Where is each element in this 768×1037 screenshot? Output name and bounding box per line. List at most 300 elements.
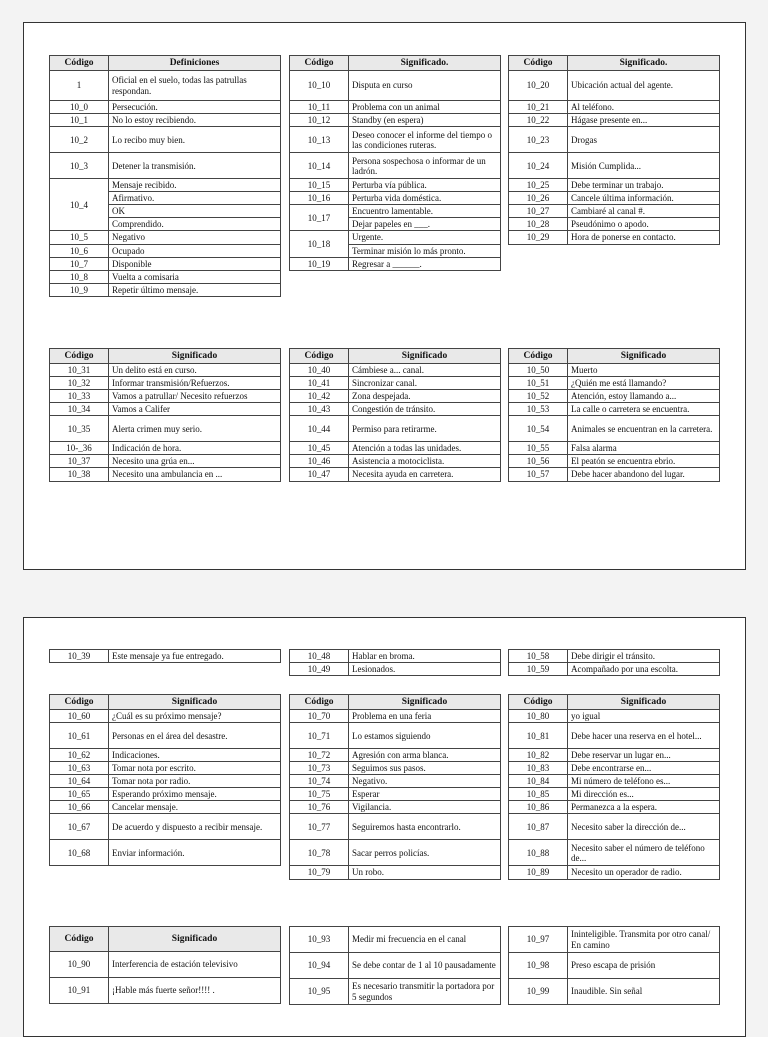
table-row	[509, 71, 720, 101]
table-row	[509, 364, 720, 377]
table-row	[50, 455, 281, 468]
table-row	[509, 979, 720, 1005]
code-cell: 10_97	[509, 927, 568, 953]
column-header-meaning: Significado	[349, 695, 501, 710]
table-row	[290, 723, 501, 749]
code-cell: 10_3	[50, 153, 109, 179]
meaning-cell: Problema en una feria	[349, 710, 501, 723]
code-cell: 10_91	[50, 978, 109, 1004]
meaning-cell: Problema con un animal	[349, 101, 501, 114]
table-row	[50, 710, 281, 723]
table-row	[290, 179, 501, 192]
meaning-cell: Acompañado por una escolta.	[568, 663, 720, 676]
meaning-cell: El peatón se encuentra ebrio.	[568, 455, 720, 468]
meaning-cell: Afirmativo.	[109, 192, 281, 205]
table-row	[509, 468, 720, 481]
code-cell: 10_16	[290, 192, 349, 205]
code-table	[508, 926, 720, 1005]
code-cell: 10_54	[509, 416, 568, 442]
table-row	[50, 179, 281, 192]
code-cell: 10_14	[290, 153, 349, 179]
table-row	[509, 127, 720, 153]
code-cell: 10_6	[50, 244, 109, 257]
meaning-cell: Dejar papeles en ___.	[349, 218, 501, 231]
table-row	[290, 927, 501, 953]
table-row	[290, 205, 501, 218]
code-cell: 10_1	[50, 114, 109, 127]
code-table	[508, 55, 720, 245]
meaning-cell: Tomar nota por radio.	[109, 775, 281, 788]
meaning-cell: Muerto	[568, 364, 720, 377]
meaning-cell: Negativo.	[349, 775, 501, 788]
code-cell: 10_20	[509, 71, 568, 101]
meaning-cell: Misión Cumplida...	[568, 153, 720, 179]
table-row	[509, 416, 720, 442]
column-header-code: Código	[50, 927, 109, 952]
table-row	[290, 153, 501, 179]
table-row	[50, 244, 281, 257]
meaning-cell: Persona sospechosa o informar de un ladrón.	[349, 153, 501, 179]
table-row	[509, 205, 720, 218]
table-row	[290, 364, 501, 377]
meaning-cell: Esperando próximo mensaje.	[109, 788, 281, 801]
meaning-cell: Lesionados.	[349, 663, 501, 676]
meaning-cell: Se debe contar de 1 al 10 pausadamente	[349, 953, 501, 979]
table-row	[290, 468, 501, 481]
table-row	[50, 978, 281, 1004]
document-page-2	[23, 617, 746, 1037]
meaning-cell: Indicación de hora.	[109, 442, 281, 455]
table-row	[509, 801, 720, 814]
column-header-code: Código	[509, 56, 568, 71]
table-header-row	[509, 349, 720, 364]
meaning-cell: Disputa en curso	[349, 71, 501, 101]
meaning-cell: Hágase presente en...	[568, 114, 720, 127]
table-row	[290, 101, 501, 114]
meaning-cell: Cancele última información.	[568, 192, 720, 205]
meaning-cell: Mi número de teléfono es...	[568, 775, 720, 788]
code-cell: 10_73	[290, 762, 349, 775]
meaning-cell: Informar transmisión/Refuerzos.	[109, 377, 281, 390]
table-row	[50, 270, 281, 283]
code-cell: 10_60	[50, 710, 109, 723]
table-row	[50, 788, 281, 801]
code-cell: 10_45	[290, 442, 349, 455]
table-row	[509, 442, 720, 455]
code-cell: 10_70	[290, 710, 349, 723]
meaning-cell: Agresión con arma blanca.	[349, 749, 501, 762]
column-header-meaning: Significado	[109, 695, 281, 710]
code-cell: 10_66	[50, 801, 109, 814]
table-row	[50, 775, 281, 788]
table-header-row	[509, 695, 720, 710]
table-row	[290, 710, 501, 723]
table-row	[50, 377, 281, 390]
code-cell: 10_32	[50, 377, 109, 390]
meaning-cell: Mi dirección es...	[568, 788, 720, 801]
meaning-cell: Hora de ponerse en contacto.	[568, 231, 720, 244]
column-header-meaning: Definiciones	[109, 56, 281, 71]
meaning-cell: No lo estoy recibiendo.	[109, 114, 281, 127]
table-row	[290, 390, 501, 403]
meaning-cell: Drogas	[568, 127, 720, 153]
code-cell: 10_99	[509, 979, 568, 1005]
code-table	[49, 348, 281, 482]
code-cell: 10_83	[509, 762, 568, 775]
meaning-cell: Repetir último mensaje.	[109, 283, 281, 296]
table-row	[509, 179, 720, 192]
column-header-meaning: Significado	[568, 695, 720, 710]
table-row	[290, 953, 501, 979]
meaning-cell: La calle o carretera se encuentra.	[568, 403, 720, 416]
meaning-cell: ¿Quién me está llamando?	[568, 377, 720, 390]
meaning-cell: Permiso para retirarme.	[349, 416, 501, 442]
code-cell: 10_40	[290, 364, 349, 377]
code-cell: 10_77	[290, 814, 349, 840]
table-row	[509, 953, 720, 979]
code-cell: 10_89	[509, 866, 568, 879]
code-cell: 10_29	[509, 231, 568, 244]
meaning-cell: Necesito un operador de radio.	[568, 866, 720, 879]
meaning-cell: Un delito está en curso.	[109, 364, 281, 377]
table-header-row	[50, 56, 281, 71]
table-row	[509, 390, 720, 403]
table-row	[290, 814, 501, 840]
code-cell: 10_50	[509, 364, 568, 377]
table-row	[509, 814, 720, 840]
table-row	[509, 218, 720, 231]
code-cell: 10_39	[50, 650, 109, 663]
table-row	[290, 377, 501, 390]
code-cell: 10_44	[290, 416, 349, 442]
meaning-cell: Animales se encuentran en la carretera.	[568, 416, 720, 442]
code-cell: 10_93	[290, 927, 349, 953]
code-cell: 10_51	[509, 377, 568, 390]
document-page-1	[23, 22, 746, 570]
table-row	[509, 775, 720, 788]
code-cell: 10_94	[290, 953, 349, 979]
code-cell: 10_37	[50, 455, 109, 468]
code-cell: 10_24	[509, 153, 568, 179]
code-cell: 10_71	[290, 723, 349, 749]
meaning-cell: Lo estamos siguiendo	[349, 723, 501, 749]
code-cell: 10_58	[509, 650, 568, 663]
table-row	[290, 801, 501, 814]
code-cell: 10_28	[509, 218, 568, 231]
code-cell: 10_55	[509, 442, 568, 455]
code-cell: 10_4	[50, 179, 109, 231]
meaning-cell: ¡Hable más fuerte señor!!!! .	[109, 978, 281, 1004]
code-cell: 10_7	[50, 257, 109, 270]
meaning-cell: Indicaciones.	[109, 749, 281, 762]
column-header-code: Código	[290, 56, 349, 71]
table-row	[509, 663, 720, 676]
code-cell: 10_0	[50, 101, 109, 114]
meaning-cell: Cambiaré al canal #.	[568, 205, 720, 218]
code-table	[49, 926, 281, 1004]
column-header-meaning: Significado	[349, 349, 501, 364]
meaning-cell: Perturba vía pública.	[349, 179, 501, 192]
table-row	[50, 114, 281, 127]
code-table	[508, 649, 720, 676]
code-cell: 10_5	[50, 231, 109, 244]
table-row	[290, 775, 501, 788]
meaning-cell: Vamos a patrullar/ Necesito refuerzos	[109, 390, 281, 403]
code-cell: 10_33	[50, 390, 109, 403]
code-cell: 10_62	[50, 749, 109, 762]
code-table	[49, 649, 281, 663]
meaning-cell: Lo recibo muy bien.	[109, 127, 281, 153]
code-cell: 10_42	[290, 390, 349, 403]
meaning-cell: Es necesario transmitir la portadora por 5 segundos	[349, 979, 501, 1005]
table-row	[50, 153, 281, 179]
table-row	[290, 127, 501, 153]
column-header-code: Código	[50, 349, 109, 364]
table-row	[50, 127, 281, 153]
meaning-cell: Necesito saber el número de teléfono de...	[568, 840, 720, 866]
table-header-row	[290, 349, 501, 364]
table-row	[509, 927, 720, 953]
table-row	[50, 257, 281, 270]
meaning-cell: Detener la transmisión.	[109, 153, 281, 179]
meaning-cell: Debe hacer abandono del lugar.	[568, 468, 720, 481]
table-row	[50, 762, 281, 775]
table-row	[509, 192, 720, 205]
code-cell: 10_95	[290, 979, 349, 1005]
meaning-cell: Asistencia a motociclista.	[349, 455, 501, 468]
meaning-cell: Mensaje recibido.	[109, 179, 281, 192]
meaning-cell: Vamos a Califer	[109, 403, 281, 416]
meaning-cell: Disponible	[109, 257, 281, 270]
meaning-cell: Permanezca a la espera.	[568, 801, 720, 814]
code-cell: 10_35	[50, 416, 109, 442]
meaning-cell: Un robo.	[349, 866, 501, 879]
code-cell: 10_90	[50, 952, 109, 978]
table-row	[509, 153, 720, 179]
table-row	[509, 866, 720, 879]
code-cell: 10_19	[290, 257, 349, 270]
table-row	[50, 71, 281, 101]
table-row	[290, 403, 501, 416]
code-cell: 10_80	[509, 710, 568, 723]
meaning-cell: Persecución.	[109, 101, 281, 114]
column-header-code: Código	[509, 349, 568, 364]
code-table	[289, 348, 501, 482]
meaning-cell: Falsa alarma	[568, 442, 720, 455]
meaning-cell: Ubicación actual del agente.	[568, 71, 720, 101]
table-row	[290, 762, 501, 775]
table-row	[50, 650, 281, 663]
code-cell: 10_49	[290, 663, 349, 676]
code-cell: 10_11	[290, 101, 349, 114]
meaning-cell: Vuelta a comisaria	[109, 270, 281, 283]
meaning-cell: Cámbiese a... canal.	[349, 364, 501, 377]
meaning-cell: Tomar nota por escrito.	[109, 762, 281, 775]
code-cell: 10-_36	[50, 442, 109, 455]
code-cell: 10_81	[509, 723, 568, 749]
code-table	[289, 694, 501, 880]
code-cell: 10_47	[290, 468, 349, 481]
meaning-cell: Perturba vida doméstica.	[349, 192, 501, 205]
code-cell: 10_74	[290, 775, 349, 788]
code-table	[49, 694, 281, 866]
table-row	[509, 455, 720, 468]
table-row	[509, 749, 720, 762]
meaning-cell: Debe dirigir el tránsito.	[568, 650, 720, 663]
code-table	[289, 926, 501, 1005]
meaning-cell: Ocupado	[109, 244, 281, 257]
table-header-row	[50, 695, 281, 710]
code-cell: 10_57	[509, 468, 568, 481]
meaning-cell: Regresar a ______.	[349, 257, 501, 270]
column-header-meaning: Significado	[568, 349, 720, 364]
code-cell: 10_2	[50, 127, 109, 153]
table-row	[50, 231, 281, 244]
code-cell: 10_12	[290, 114, 349, 127]
meaning-cell: Cancelar mensaje.	[109, 801, 281, 814]
meaning-cell: Personas en el área del desastre.	[109, 723, 281, 749]
meaning-cell: Comprendido.	[109, 218, 281, 231]
table-row	[290, 114, 501, 127]
table-header-row	[509, 56, 720, 71]
table-row	[50, 723, 281, 749]
code-cell: 10_63	[50, 762, 109, 775]
code-cell: 10_15	[290, 179, 349, 192]
table-row	[509, 762, 720, 775]
table-row	[50, 442, 281, 455]
table-row	[50, 364, 281, 377]
meaning-cell: Pseudónimo o apodo.	[568, 218, 720, 231]
column-header-code: Código	[509, 695, 568, 710]
column-header-code: Código	[50, 695, 109, 710]
meaning-cell: yo igual	[568, 710, 720, 723]
code-cell: 10_31	[50, 364, 109, 377]
meaning-cell: Atención, estoy llamando a...	[568, 390, 720, 403]
meaning-cell: Terminar misión lo más pronto.	[349, 244, 501, 257]
meaning-cell: Al teléfono.	[568, 101, 720, 114]
table-header-row	[290, 56, 501, 71]
code-cell: 10_72	[290, 749, 349, 762]
code-cell: 10_52	[509, 390, 568, 403]
table-row	[50, 749, 281, 762]
meaning-cell: Debe terminar un trabajo.	[568, 179, 720, 192]
meaning-cell: Necesita ayuda en carretera.	[349, 468, 501, 481]
code-cell: 10_88	[509, 840, 568, 866]
meaning-cell: Medir mi frecuencia en el canal	[349, 927, 501, 953]
code-cell: 10_82	[509, 749, 568, 762]
table-row	[290, 979, 501, 1005]
table-row	[50, 801, 281, 814]
table-row	[509, 114, 720, 127]
code-cell: 10_53	[509, 403, 568, 416]
meaning-cell: De acuerdo y dispuesto a recibir mensaje.	[109, 814, 281, 840]
meaning-cell: Alerta crimen muy serio.	[109, 416, 281, 442]
table-row	[509, 710, 720, 723]
meaning-cell: Inaudible. Sin señal	[568, 979, 720, 1005]
table-row	[50, 468, 281, 481]
table-row	[509, 840, 720, 866]
code-cell: 10_18	[290, 231, 349, 257]
table-row	[290, 663, 501, 676]
meaning-cell: Necesito una grúa en...	[109, 455, 281, 468]
code-cell: 10_98	[509, 953, 568, 979]
code-cell: 10_79	[290, 866, 349, 879]
table-row	[290, 192, 501, 205]
meaning-cell: Ininteligible. Transmita por otro canal/ En camino	[568, 927, 720, 953]
meaning-cell: Interferencia de estación televisivo	[109, 952, 281, 978]
code-cell: 10_59	[509, 663, 568, 676]
code-table	[49, 55, 281, 297]
code-cell: 10_86	[509, 801, 568, 814]
code-cell: 10_76	[290, 801, 349, 814]
code-cell: 10_61	[50, 723, 109, 749]
code-cell: 10_25	[509, 179, 568, 192]
table-row	[290, 866, 501, 879]
table-row	[290, 749, 501, 762]
meaning-cell: Enviar información.	[109, 840, 281, 866]
code-cell: 10_8	[50, 270, 109, 283]
code-cell: 10_65	[50, 788, 109, 801]
code-cell: 10_84	[509, 775, 568, 788]
code-table	[508, 694, 720, 880]
table-row	[509, 650, 720, 663]
table-row	[290, 442, 501, 455]
code-cell: 1	[50, 71, 109, 101]
meaning-cell: Standby (en espera)	[349, 114, 501, 127]
meaning-cell: Seguimos sus pasos.	[349, 762, 501, 775]
table-row	[509, 377, 720, 390]
code-cell: 10_21	[509, 101, 568, 114]
meaning-cell: Sacar perros policías.	[349, 840, 501, 866]
table-row	[290, 416, 501, 442]
code-cell: 10_17	[290, 205, 349, 231]
table-row	[50, 283, 281, 296]
code-cell: 10_22	[509, 114, 568, 127]
meaning-cell: Esperar	[349, 788, 501, 801]
table-row	[509, 101, 720, 114]
code-cell: 10_23	[509, 127, 568, 153]
meaning-cell: Atención a todas las unidades.	[349, 442, 501, 455]
table-row	[50, 814, 281, 840]
code-cell: 10_43	[290, 403, 349, 416]
code-cell: 10_41	[290, 377, 349, 390]
code-cell: 10_48	[290, 650, 349, 663]
table-row	[290, 650, 501, 663]
column-header-meaning: Significado	[109, 927, 281, 952]
column-header-code: Código	[50, 56, 109, 71]
code-cell: 10_75	[290, 788, 349, 801]
meaning-cell: Oficial en el suelo, todas las patrullas respondan.	[109, 71, 281, 101]
code-table	[508, 348, 720, 482]
meaning-cell: Debe reservar un lugar en...	[568, 749, 720, 762]
table-row	[50, 403, 281, 416]
table-row	[50, 840, 281, 866]
column-header-code: Código	[290, 695, 349, 710]
table-header-row	[290, 695, 501, 710]
code-cell: 10_38	[50, 468, 109, 481]
table-row	[509, 403, 720, 416]
column-header-meaning: Significado.	[568, 56, 720, 71]
table-row	[50, 952, 281, 978]
column-header-meaning: Significado.	[349, 56, 501, 71]
code-table	[289, 55, 501, 271]
code-cell: 10_10	[290, 71, 349, 101]
table-row	[50, 101, 281, 114]
meaning-cell: Vigilancia.	[349, 801, 501, 814]
meaning-cell: Deseo conocer el informe del tiempo o las condiciones ruteras.	[349, 127, 501, 153]
table-header-row	[50, 927, 281, 952]
table-row	[50, 390, 281, 403]
